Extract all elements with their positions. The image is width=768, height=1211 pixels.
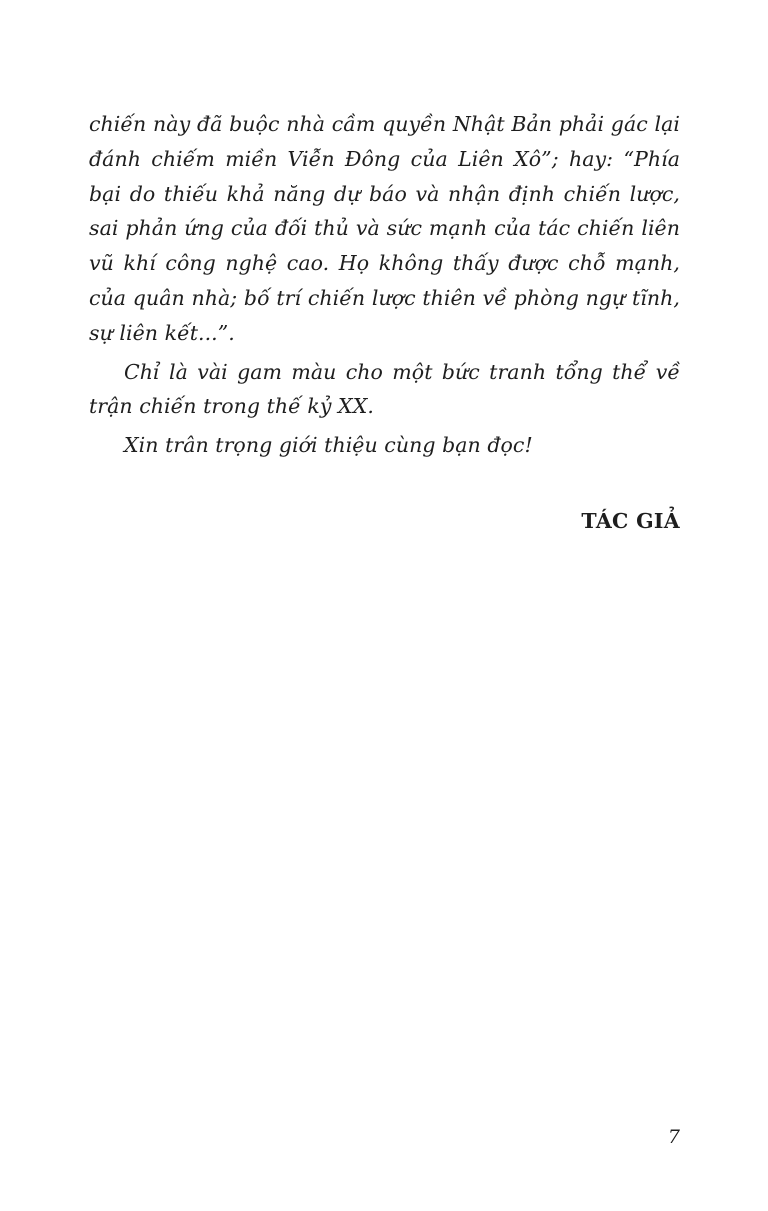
page-number: 7 — [667, 1126, 680, 1148]
paragraph-1-line-5: vũ khí công nghệ cao. Họ không thấy được chỗ mạnh, — [89, 251, 680, 276]
paragraph-1-line-2: đánh chiếm miền Viễn Đông của Liên Xô”; hay: “Phía — [89, 146, 680, 171]
paragraph-1-line-4: sai phản ứng của đối thủ và sức mạnh của tác chiến liên — [89, 216, 680, 241]
paragraph-1-line-7: sự liên kết...”. — [89, 320, 235, 345]
paragraph-2-line-1: Chỉ là vài gam màu cho một bức tranh tổng thể về — [124, 359, 680, 384]
paragraph-1-line-6: của quân nhà; bố trí chiến lược thiên về phòng ngự tĩnh, — [89, 285, 680, 310]
paragraph-1-line-3: bại do thiếu khả năng dự báo và nhận định chiến lược, — [89, 181, 680, 206]
paragraph-2-line-2: trận chiến trong thế kỷ XX. — [89, 394, 374, 419]
paragraph-1-line-1: chiến này đã buộc nhà cầm quyền Nhật Bản phải gác lại — [89, 112, 680, 136]
body-text — [89, 107, 680, 463]
author-signature: TÁC GIẢ — [581, 509, 680, 533]
paragraph-3-line-1: Xin trân trọng giới thiệu cùng bạn đọc! — [124, 433, 533, 458]
